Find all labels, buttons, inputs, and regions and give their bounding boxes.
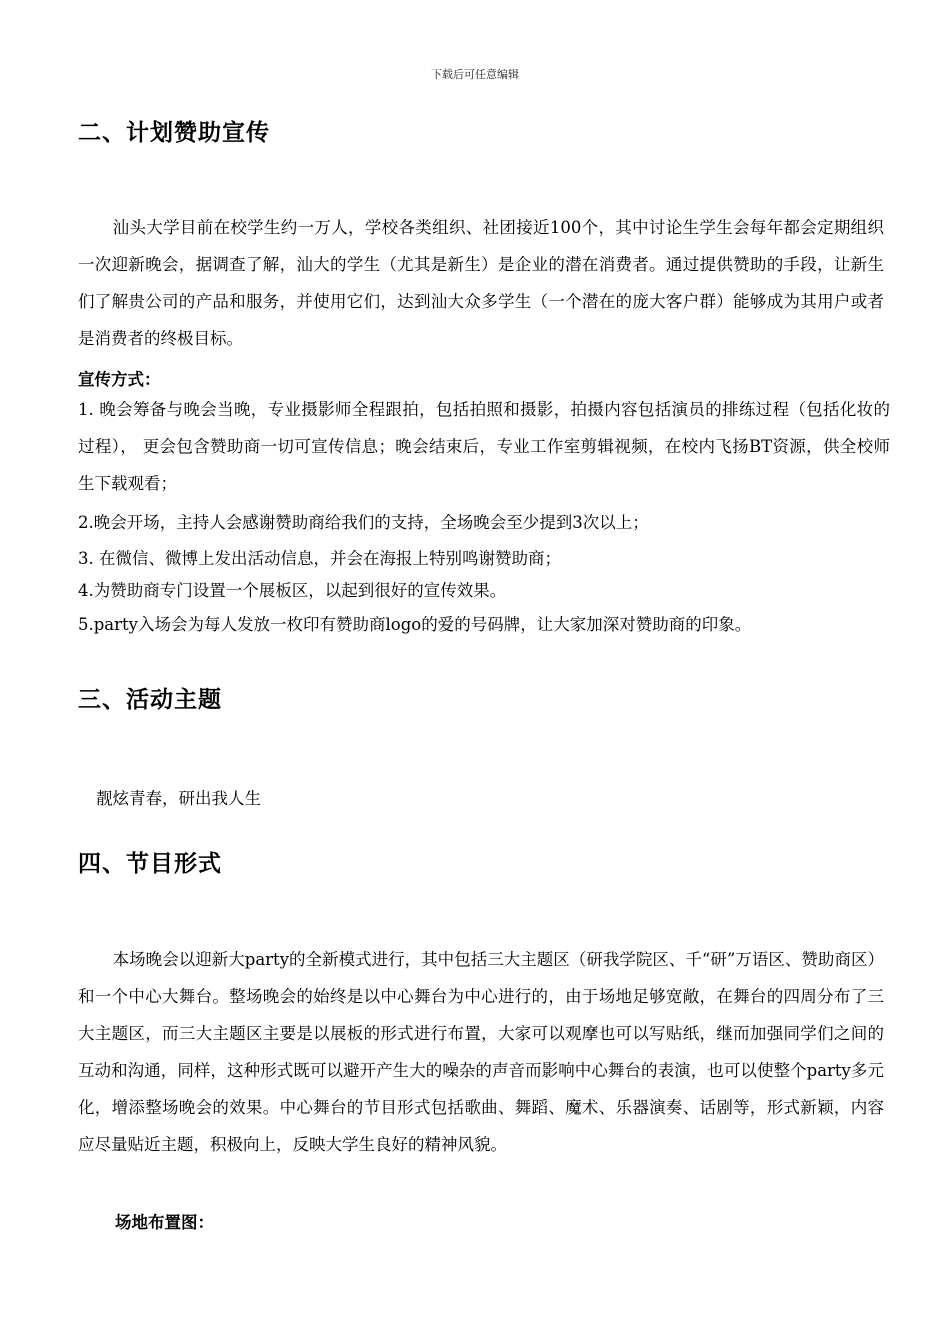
publicity-item-2: 2.晚会开场，主持人会感谢赞助商给我们的支持，全场晚会至少提到3次以上； — [78, 513, 649, 532]
publicity-item-3: 3. 在微信、微博上发出活动信息，并会在海报上特别鸣谢赞助商； — [78, 549, 561, 568]
header-note: 下载后可任意编辑 — [431, 68, 519, 81]
publicity-item-4: 4.为赞助商专门设置一个展板区，以起到很好的宣传效果。 — [78, 581, 507, 600]
publicity-item-5: 5.party入场会为每人发放一枚印有赞助商logo的爱的号码牌，让大家加深对赞助商的印象。 — [78, 615, 752, 634]
venue-layout-label: 场地布置图： — [115, 1213, 214, 1232]
section-3-heading: 三、活动主题 — [78, 687, 222, 713]
activity-theme: 靓炫青春，研出我人生 — [96, 789, 261, 808]
publicity-methods-label: 宣传方式： — [78, 370, 161, 389]
section-4-heading: 四、节目形式 — [78, 851, 222, 877]
section-2-heading: 二、计划赞助宣传 — [78, 120, 270, 146]
section-4-body: 本场晚会以迎新大party的全新模式进行，其中包括三大主题区（研我学院区、千“研”万语区、赞助商区）和一个中心大舞台。整场晚会的始终是以中心舞台为中心进行的，由于场地足够宽敞，在舞台的四周分布了三大主题区，而三大主题区主要是以展板的形式进行布置，大家可以观摩也可以写贴纸，继而加强同学们之间的互动和沟通，同样，这种形式既可以避开产生大的噪杂的声音而影响中心舞台的表演，也可以使整个party多元化，增添整场晚会的效果。中心舞台的节目形式包括歌曲、舞蹈、魔术、乐器演奏、话剧等，形式新颖，内容应尽量贴近主题，积极向上，反映大学生良好的精神风貌。 — [78, 950, 884, 1154]
publicity-item-1: 1. 晚会筹备与晚会当晚，专业摄影师全程跟拍，包括拍照和摄影，拍摄内容包括演员的排练过程（包括化妆的过程）， 更会包含赞助商一切可宣传信息；晚会结束后，专业工作室剪辑视频，在校内飞扬BT资源，供全校师生下载观看； — [78, 400, 890, 493]
section-2-intro: 汕头大学目前在校学生约一万人，学校各类组织、社团接近100个，其中讨论生学生会每年都会定期组织一次迎新晚会，据调查了解，汕大的学生（尤其是新生）是企业的潜在消费者。通过提供赞助的手段，让新生们了解贵公司的产品和服务，并使用它们，达到汕大众多学生（一个潜在的庞大客户群）能够成为其用户或者是消费者的终极目标。 — [78, 218, 884, 348]
